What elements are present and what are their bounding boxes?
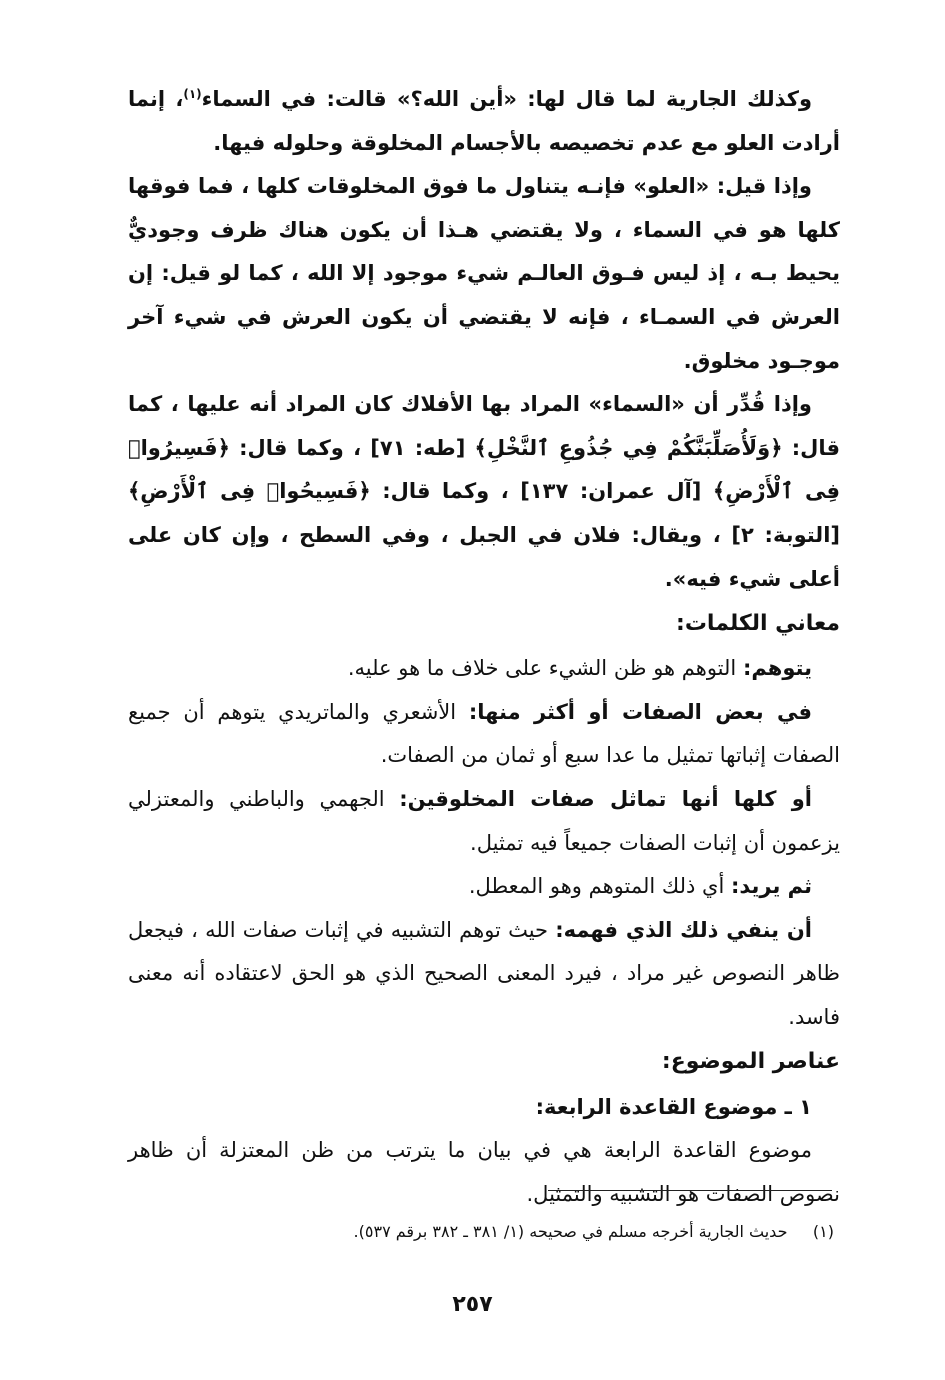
- definition-some-attributes: [128, 691, 840, 778]
- definition-term: أن ينفي ذلك الذي فهمه:: [555, 917, 812, 942]
- footnote-text: حديث الجارية أخرجه مسلم في صحيحه (١/ ٣٨١ ـ ٣٨٢ برقم ٥٣٧).: [353, 1222, 788, 1241]
- section-heading-elements: عناصر الموضوع:: [661, 1049, 840, 1075]
- definition-text: الجهمي والباطني والمعتزلي يزعمون أن إثبات الصفات جميعاً فيه تمثيل.: [128, 786, 840, 855]
- definition-all-attributes: [128, 778, 840, 865]
- paragraph-jariya: [128, 78, 840, 165]
- paragraph-uluw: وإذا قيل: «العلو» فإنـه يتناول ما فوق المخلوقات كلها ، فما فوقها كلها هو في السماء ، ولا يقتضي هـذا أن يكون هناك ظرف وجوديٌّ يحيط بـه ، إذ ليس فـوق العالـم شيء موجود إلا الله ، كما لو قيل: إن العرش في السمـاء ، فإنه لا يقتضي أن يكون العرش في شيء آخر موجـود مخلوق.: [128, 174, 840, 373]
- definition-term: ثم يريد:: [730, 874, 812, 899]
- definition-term: يتوهم:: [742, 656, 812, 681]
- definition-text: الأشعري والماتريدي يتوهم أن جميع الصفات إثباتها تمثيل ما عدا سبع أو ثمان من الصفات.: [128, 699, 840, 768]
- paragraph-jariya-text-2: ، إنما أرادت العلو مع عدم تخصيصه بالأجسام المخلوقة وحلوله فيها.: [128, 87, 840, 155]
- definition-text: أي ذلك المتوهم وهو المعطل.: [468, 874, 731, 899]
- definition-term: أو كلها أنها تماثل صفات المخلوقين:: [399, 786, 812, 811]
- footnote-reference[interactable]: (١): [183, 87, 202, 101]
- footnote-divider: [548, 1190, 832, 1191]
- definition-negate: [128, 909, 840, 1040]
- definition-term: في بعض الصفات أو أكثر منها:: [468, 699, 812, 724]
- page-body: [128, 78, 840, 1217]
- page-number: ٢٥٧: [452, 1292, 493, 1317]
- footnote-marker: (١): [812, 1222, 834, 1241]
- definition-yatawahham: [128, 647, 840, 691]
- definition-text: حيث توهم التشبيه في إثبات صفات الله ، فيجعل ظاهر النصوص غير مراد ، فيرد المعنى الصحيح الذي هو الحق لاعتقاده أنه معنى فاسد.: [128, 917, 840, 1029]
- footnote: [128, 1218, 834, 1246]
- subheading-fourth-rule: ١ ـ موضوع القاعدة الرابعة:: [535, 1095, 812, 1120]
- section-heading-meanings: معاني الكلمات:: [676, 611, 840, 637]
- definition-then-wants: [128, 865, 840, 909]
- paragraph-sama: وإذا قُدِّر أن «السماء» المراد بها الأفلاك كان المراد أنه عليها ، كما قال: ﴿وَلَأُصَلِّبَنَّكُمْ فِي جُذُوعِ ٱلنَّخْلِ﴾ [طه: ٧١] ، وكما قال: ﴿فَسِيرُوا۟ فِى ٱلْأَرْضِ﴾ [آل عمران: ١٣٧] ، وكما قال: ﴿فَسِيحُوا۟ فِى ٱلْأَرْضِ﴾ [التوبة: ٢] ، ويقال: فلان في الجبل ، وفي السطح ، وإن كان على أعلى شيء فيه».: [128, 392, 840, 591]
- paragraph-jariya-text-1: وكذلك الجارية لما قال لها: «أين الله؟» قالت: في السماء: [201, 87, 812, 111]
- paragraph-fourth-rule: موضوع القاعدة الرابعة هي في بيان ما يترتب من ظن المعتزلة أن ظاهر نصوص الصفات هو التشبيه والتمثيل.: [128, 1138, 840, 1207]
- definition-text: التوهم هو ظن الشيء على خلاف ما هو عليه.: [347, 656, 743, 681]
